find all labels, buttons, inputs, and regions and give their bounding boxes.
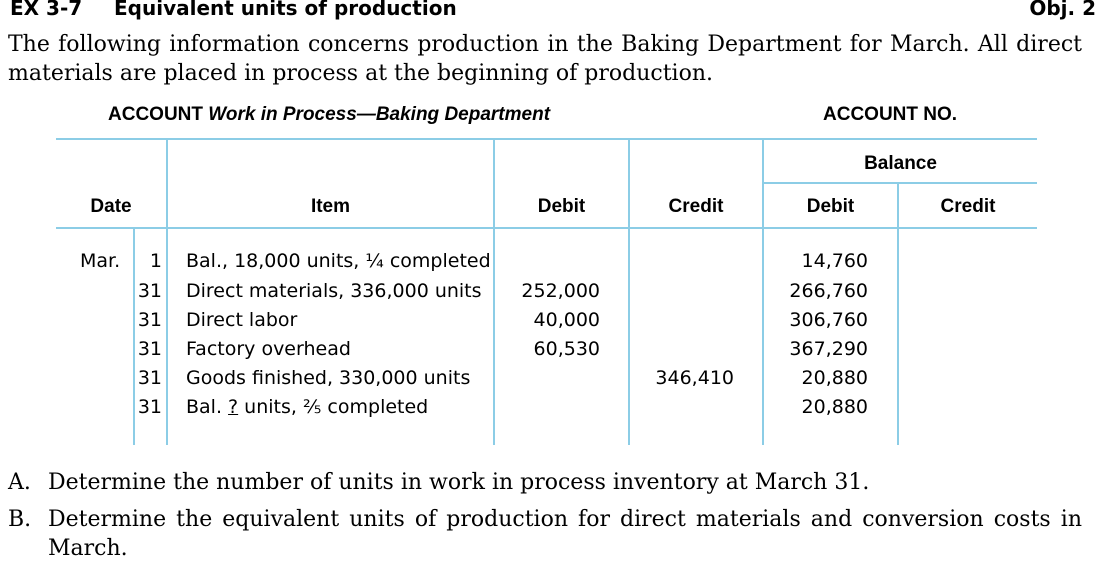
row-balance-debit: 20,880 [801,396,868,418]
row-balance-debit: 14,760 [801,250,868,272]
date-month: Mar. [80,250,121,272]
account-number-label: ACCOUNT NO. [823,104,958,125]
exercise-heading [10,0,1096,20]
row-item-prefix: Bal. [186,396,229,418]
row-item [186,396,428,418]
row-item: Factory overhead [186,338,351,360]
intro-paragraph: The following information concerns production in the Baking Department for March. All direct materials are placed in process at the beginning of production. [8,32,1082,86]
col-divider-date [166,139,168,445]
exercise-title: Equivalent units of production [114,0,457,20]
rule-header-bottom [56,227,1037,229]
row-day: 31 [137,309,162,331]
row-credit: 346,410 [655,367,734,389]
row-debit: 252,000 [521,280,600,302]
objective-label: Obj. 2 [1029,0,1096,20]
row-day: 1 [149,250,162,272]
row-item: Direct labor [186,309,298,331]
row-day: 31 [137,280,162,302]
col-divider-debit [628,139,630,445]
question-a [8,468,1082,497]
header-credit: Credit [668,196,724,217]
exercise-number: EX 3-7 [10,0,83,20]
col-divider-balance [897,183,899,445]
question-b-label: B. [8,507,32,532]
row-item: Direct materials, 336,000 units [186,280,482,302]
header-item: Item [310,196,351,217]
row-balance-debit: 367,290 [789,338,868,360]
header-balance-credit: Credit [940,196,996,217]
question-a-label: A. [8,470,31,495]
row-item-suffix: units, ⅖ completed [238,396,429,418]
question-b-text: Determine the equivalent units of production for direct materials and conversion costs in March. [48,507,1082,561]
row-item: Bal., 18,000 units, ¼ completed [186,250,491,272]
unknown-units-blank: ? [228,396,239,418]
question-a-text: Determine the number of units in work in process inventory at March 31. [48,470,870,495]
row-balance-debit: 306,760 [789,309,868,331]
row-item: Goods finished, 330,000 units [186,367,471,389]
header-date: Date [90,196,132,217]
question-b [8,505,1082,563]
rule-top [56,138,1037,140]
row-day: 31 [137,367,162,389]
row-balance-debit: 266,760 [789,280,868,302]
header-debit: Debit [537,196,586,217]
row-day: 31 [137,396,162,418]
row-debit: 40,000 [533,309,600,331]
account-title [108,104,550,126]
row-day: 31 [137,338,162,360]
rule-balance [763,182,1037,184]
account-label: ACCOUNT [108,104,203,125]
account-name: Work in Process—Baking Department [208,104,551,125]
header-balance-debit: Debit [806,196,855,217]
row-debit: 60,530 [533,338,600,360]
header-balance: Balance [864,153,937,174]
row-balance-debit: 20,880 [801,367,868,389]
